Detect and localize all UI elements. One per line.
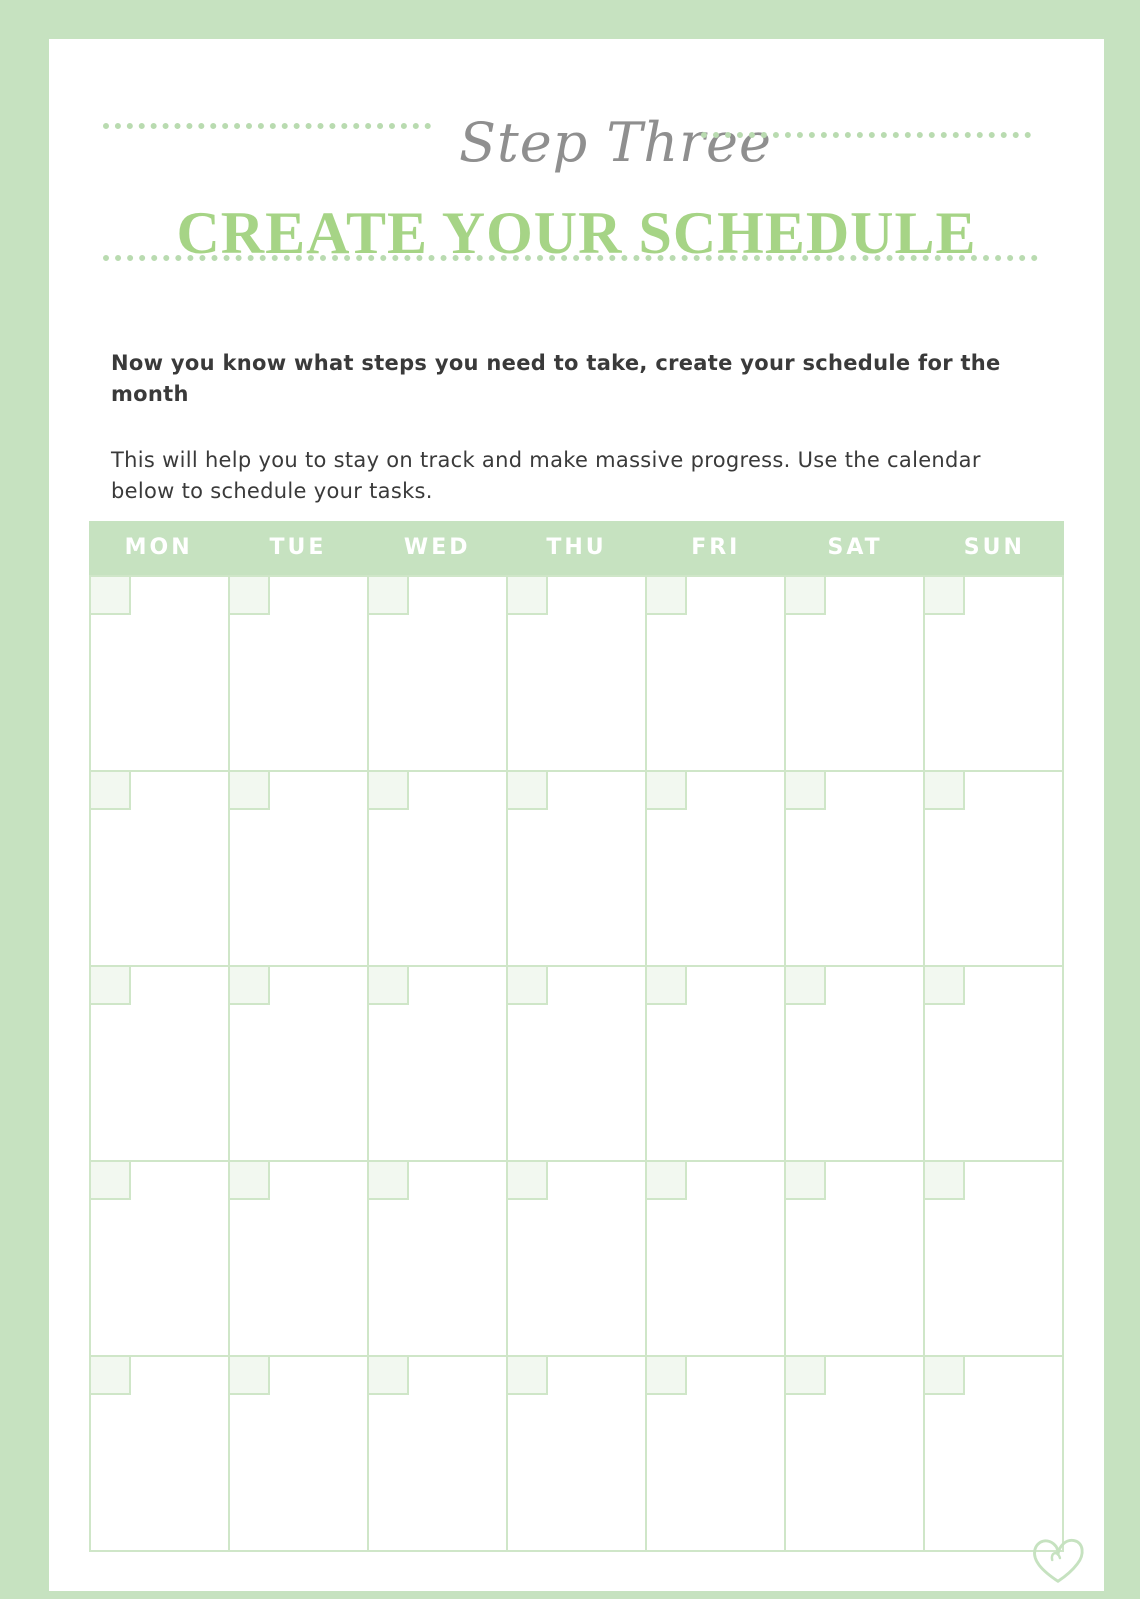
title-underline-dotted-divider (103, 255, 1038, 261)
date-number-box[interactable] (91, 1357, 131, 1395)
date-number-box[interactable] (369, 1162, 409, 1200)
date-number-box[interactable] (508, 1357, 548, 1395)
calendar-day-cell[interactable] (230, 965, 369, 1160)
date-number-box[interactable] (508, 967, 548, 1005)
calendar-day-cell[interactable] (369, 965, 508, 1160)
calendar-day-cell[interactable] (647, 965, 786, 1160)
day-header-sun: SUN (963, 535, 1025, 560)
calendar-day-cell[interactable] (91, 575, 230, 770)
calendar-day-cell[interactable] (786, 575, 925, 770)
date-number-box[interactable] (647, 577, 687, 615)
calendar-day-cell[interactable] (925, 575, 1064, 770)
calendar-day-cell[interactable] (508, 770, 647, 965)
calendar-day-cell[interactable] (230, 770, 369, 965)
calendar-day-cell[interactable] (647, 1355, 786, 1550)
date-number-box[interactable] (925, 967, 965, 1005)
date-number-box[interactable] (925, 577, 965, 615)
day-header-tue: TUE (269, 535, 327, 560)
date-number-box[interactable] (786, 1162, 826, 1200)
date-number-box[interactable] (786, 772, 826, 810)
date-number-box[interactable] (508, 577, 548, 615)
calendar-day-cell[interactable] (230, 575, 369, 770)
date-number-box[interactable] (647, 967, 687, 1005)
step-label: Step Three (459, 111, 772, 174)
date-number-box[interactable] (508, 772, 548, 810)
date-number-box[interactable] (230, 772, 270, 810)
date-number-box[interactable] (508, 1162, 548, 1200)
calendar-day-cell[interactable] (508, 965, 647, 1160)
calendar-day-cell[interactable] (91, 770, 230, 965)
calendar-day-cell[interactable] (91, 1160, 230, 1355)
calendar-day-cell[interactable] (369, 575, 508, 770)
date-number-box[interactable] (369, 1357, 409, 1395)
date-number-box[interactable] (91, 772, 131, 810)
calendar-day-cell[interactable] (91, 965, 230, 1160)
top-right-dotted-divider (701, 132, 1031, 138)
calendar-day-cell[interactable] (925, 770, 1064, 965)
calendar-day-cell[interactable] (369, 1160, 508, 1355)
calendar-day-cell[interactable] (369, 1355, 508, 1550)
date-number-box[interactable] (786, 967, 826, 1005)
day-header-sat: SAT (827, 535, 883, 560)
calendar-day-cell[interactable] (230, 1355, 369, 1550)
date-number-box[interactable] (786, 1357, 826, 1395)
date-number-box[interactable] (230, 577, 270, 615)
date-number-box[interactable] (230, 967, 270, 1005)
calendar-day-cell[interactable] (647, 1160, 786, 1355)
calendar-day-cell[interactable] (786, 770, 925, 965)
intro-paragraph-bold: Now you know what steps you need to take, create your schedule for the month (111, 351, 1001, 406)
calendar-header (89, 521, 1064, 575)
date-number-box[interactable] (369, 577, 409, 615)
intro-paragraph: This will help you to stay on track and make massive progress. Use the calendar below to schedule your tasks. (111, 448, 981, 503)
date-number-box[interactable] (647, 772, 687, 810)
calendar-day-cell[interactable] (369, 770, 508, 965)
calendar-day-cell[interactable] (925, 1355, 1064, 1550)
day-header-fri: FRI (691, 535, 741, 560)
calendar-grid (89, 575, 1064, 1552)
date-number-box[interactable] (369, 772, 409, 810)
worksheet-page (49, 39, 1104, 1591)
calendar-day-cell[interactable] (786, 1355, 925, 1550)
monthly-calendar (89, 521, 1064, 1552)
date-number-box[interactable] (91, 967, 131, 1005)
date-number-box[interactable] (91, 577, 131, 615)
date-number-box[interactable] (647, 1357, 687, 1395)
date-number-box[interactable] (925, 1357, 965, 1395)
calendar-day-cell[interactable] (647, 770, 786, 965)
date-number-box[interactable] (369, 967, 409, 1005)
date-number-box[interactable] (925, 1162, 965, 1200)
date-number-box[interactable] (786, 577, 826, 615)
date-number-box[interactable] (230, 1162, 270, 1200)
calendar-day-cell[interactable] (786, 965, 925, 1160)
calendar-day-cell[interactable] (91, 1355, 230, 1550)
calendar-day-cell[interactable] (647, 575, 786, 770)
date-number-box[interactable] (91, 1162, 131, 1200)
calendar-day-cell[interactable] (786, 1160, 925, 1355)
calendar-day-cell[interactable] (925, 1160, 1064, 1355)
date-number-box[interactable] (925, 772, 965, 810)
day-header-wed: WED (403, 535, 471, 560)
day-header-mon: MON (124, 535, 193, 560)
calendar-day-cell[interactable] (925, 965, 1064, 1160)
date-number-box[interactable] (230, 1357, 270, 1395)
date-number-box[interactable] (647, 1162, 687, 1200)
day-header-thu: THU (546, 535, 607, 560)
calendar-day-cell[interactable] (508, 1355, 647, 1550)
calendar-day-cell[interactable] (230, 1160, 369, 1355)
page-title: CREATE YOUR SCHEDULE (176, 200, 977, 266)
calendar-day-cell[interactable] (508, 1160, 647, 1355)
top-left-dotted-divider (103, 123, 431, 129)
heart-icon (1029, 1531, 1087, 1589)
calendar-day-cell[interactable] (508, 575, 647, 770)
